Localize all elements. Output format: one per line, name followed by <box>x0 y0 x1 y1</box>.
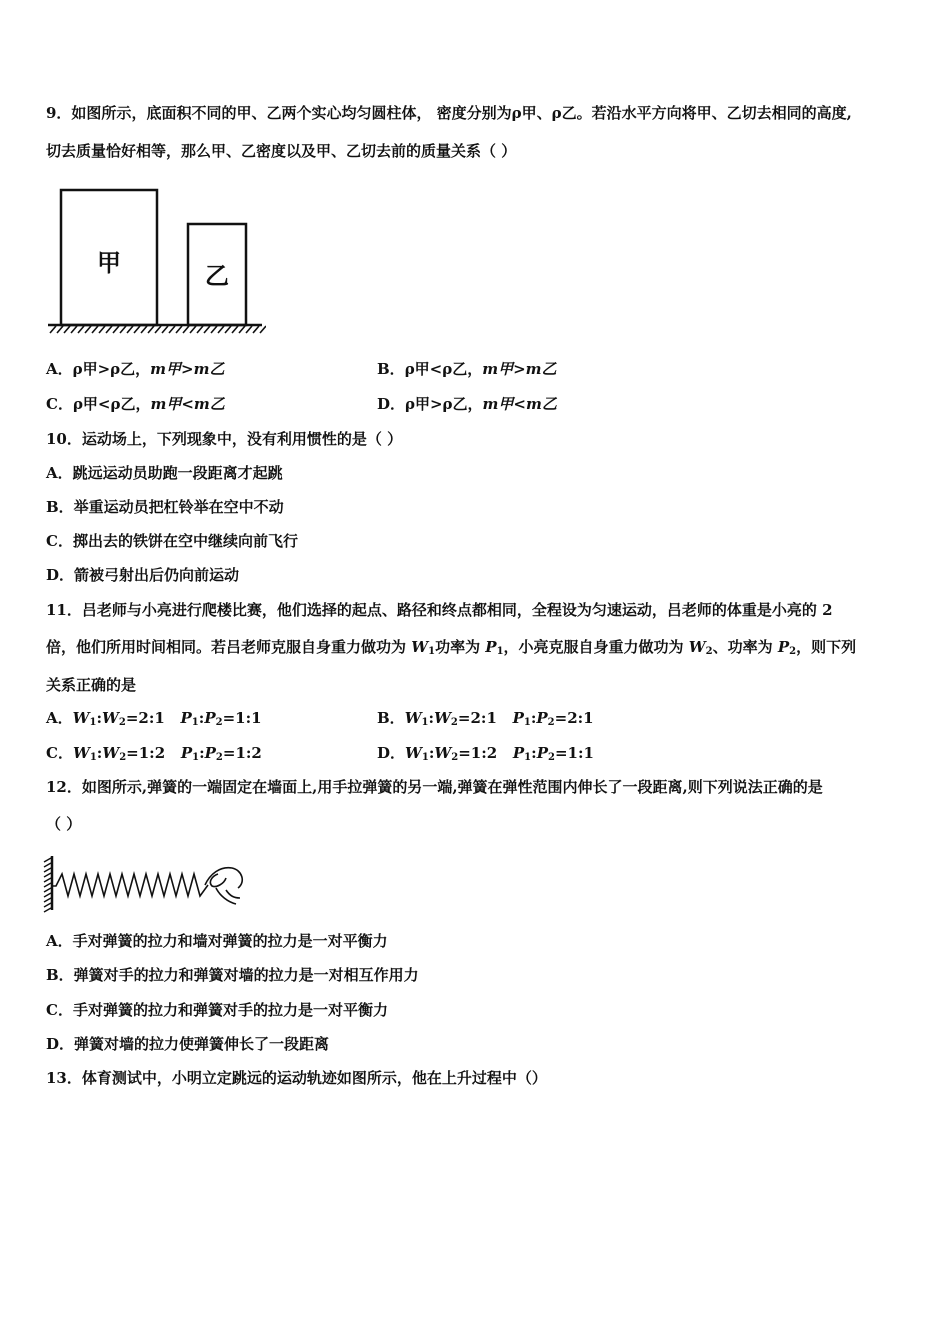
q11-stem-line3: 关系正确的是 <box>46 676 137 694</box>
q12-option-a[interactable]: A．手对弹簧的拉力和墙对弹簧的拉力是一对平衡力 <box>46 932 388 950</box>
hand <box>205 868 242 904</box>
q13-stem: 13．体育测试中，小明立定跳远的运动轨迹如图所示，他在上升过程中（） <box>46 1069 547 1087</box>
q12-stem-line2: （ ） <box>46 815 82 833</box>
q9-stem-line2: 切去质量恰好相等，那么甲、乙密度以及甲、乙切去前的质量关系（ ） <box>46 142 517 160</box>
q9-option-c[interactable]: C．ρ甲<ρ乙，m甲<m乙 <box>46 395 225 413</box>
spring <box>52 874 208 896</box>
q10-option-c[interactable]: C．掷出去的铁饼在空中继续向前飞行 <box>46 532 298 550</box>
q11-stem-line1: 11．吕老师与小亮进行爬楼比赛，他们选择的起点、路径和终点都相同，全程设为匀速运动，吕老师的体重是小亮的 2 <box>46 601 833 619</box>
q11-option-a[interactable]: A．$W_1:W_2=2:1$ $P_1:P_2=1:1$ <box>46 709 262 728</box>
q9-cylinders-figure <box>46 185 266 335</box>
label-jia: 甲 <box>97 249 121 277</box>
q9-option-a[interactable]: A．ρ甲>ρ乙，m甲>m乙 <box>46 360 225 378</box>
q10-option-b[interactable]: B．举重运动员把杠铃举在空中不动 <box>46 498 284 516</box>
q11-option-d[interactable]: D．$W_1:W_2=1:2$ $P_1:P_2=1:1$ <box>377 744 594 763</box>
ground-hatching <box>50 326 266 333</box>
q12-option-b[interactable]: B．弹簧对手的拉力和弹簧对墙的拉力是一对相互作用力 <box>46 966 419 984</box>
q9-option-d[interactable]: D．ρ甲>ρ乙，m甲<m乙 <box>377 395 557 413</box>
q12-option-c[interactable]: C．手对弹簧的拉力和弹簧对手的拉力是一对平衡力 <box>46 1001 388 1019</box>
q11-option-b[interactable]: B．$W_1:W_2=2:1$ $P_1:P_2=2:1$ <box>377 709 594 728</box>
q10-option-a[interactable]: A．跳远运动员助跑一段距离才起跳 <box>46 464 283 482</box>
q12-option-d[interactable]: D．弹簧对墙的拉力使弹簧伸长了一段距离 <box>46 1035 330 1053</box>
q9-option-b[interactable]: B．ρ甲<ρ乙，m甲>m乙 <box>377 360 557 378</box>
q12-spring-figure <box>40 852 250 914</box>
q10-stem: 10．运动场上，下列现象中，没有利用惯性的是（ ） <box>46 430 403 448</box>
q11-option-c[interactable]: C．$W_1:W_2=1:2$ $P_1:P_2=1:2$ <box>46 744 262 763</box>
wall-hatching <box>44 858 51 912</box>
q9-stem-line1: 9．如图所示，底面积不同的甲、乙两个实心均匀圆柱体， 密度分别为ρ甲、ρ乙。若沿水平方向将甲、乙切去相同的高度, <box>46 104 852 122</box>
q10-option-d[interactable]: D．箭被弓射出后仍向前运动 <box>46 566 240 584</box>
label-yi: 乙 <box>205 262 229 290</box>
q11-stem-line2: 倍，他们所用时间相同。若吕老师克服自身重力做功为 $W_1$功率为 $P_1$，小亮克服自身重力做功为 $W_2$、功率为 $P_2$，则下列 <box>46 638 857 657</box>
q12-stem-line1: 12．如图所示,弹簧的一端固定在墙面上,用手拉弹簧的另一端,弹簧在弹性范围内伸长了一段距离,则下列说法正确的是 <box>46 778 823 796</box>
